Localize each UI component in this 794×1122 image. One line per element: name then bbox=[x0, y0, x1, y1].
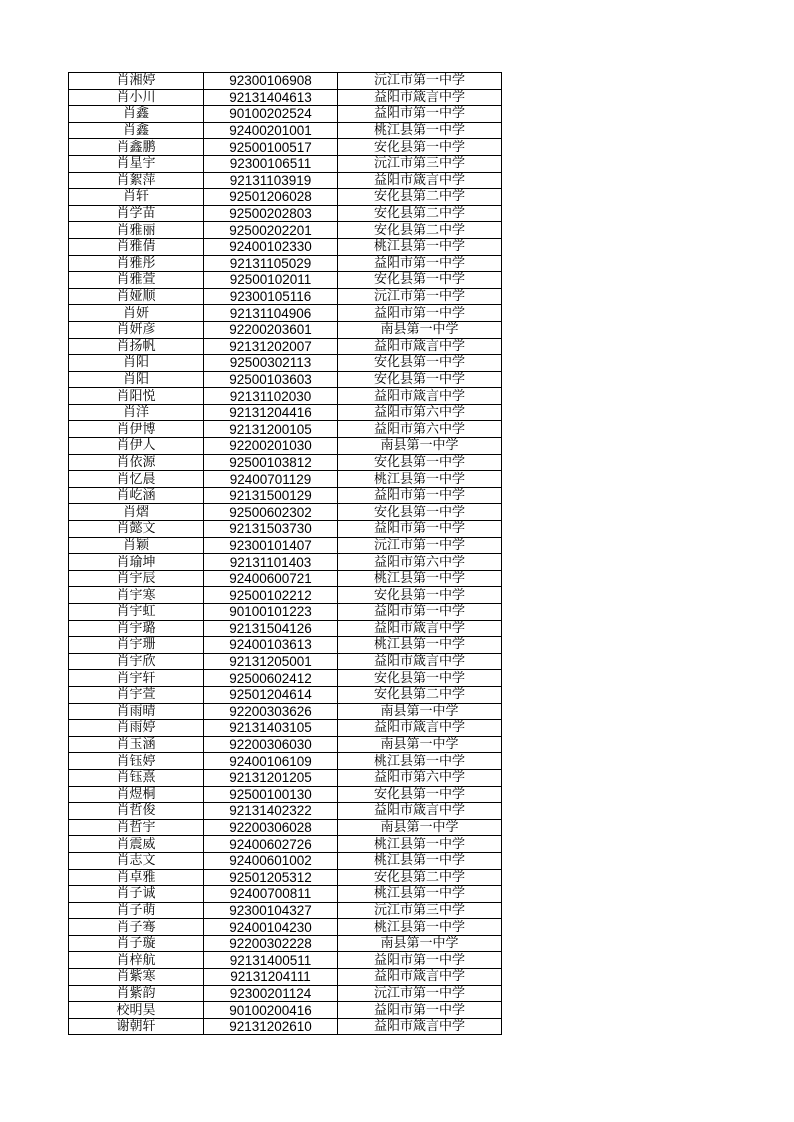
exam-number-cell: 92131403105 bbox=[204, 720, 338, 737]
student-name-cell: 肖钰婷 bbox=[69, 753, 204, 770]
school-cell: 桃江县第一中学 bbox=[338, 471, 502, 488]
student-name-cell: 肖雅彤 bbox=[69, 255, 204, 272]
exam-number-cell: 92500103603 bbox=[204, 371, 338, 388]
school-cell: 益阳市第一中学 bbox=[338, 952, 502, 969]
student-name-cell: 肖煜桐 bbox=[69, 786, 204, 803]
student-name-cell: 肖宇珊 bbox=[69, 637, 204, 654]
school-cell: 益阳市箴言中学 bbox=[338, 1018, 502, 1035]
exam-number-cell: 92131103919 bbox=[204, 172, 338, 189]
exam-number-cell: 92500102011 bbox=[204, 272, 338, 289]
school-cell: 益阳市第一中学 bbox=[338, 255, 502, 272]
student-name-cell: 肖依源 bbox=[69, 454, 204, 471]
school-cell: 益阳市第六中学 bbox=[338, 554, 502, 571]
student-name-cell: 肖震威 bbox=[69, 836, 204, 853]
school-cell: 益阳市箴言中学 bbox=[338, 89, 502, 106]
exam-number-cell: 92400201001 bbox=[204, 122, 338, 139]
school-cell: 安化县第一中学 bbox=[338, 587, 502, 604]
student-name-cell: 肖鑫 bbox=[69, 122, 204, 139]
table-row bbox=[69, 454, 502, 471]
table-row bbox=[69, 487, 502, 504]
exam-number-cell: 92500100517 bbox=[204, 139, 338, 156]
school-cell: 安化县第一中学 bbox=[338, 454, 502, 471]
table-row bbox=[69, 1002, 502, 1019]
school-cell: 安化县第一中学 bbox=[338, 504, 502, 521]
exam-number-cell: 92500202201 bbox=[204, 222, 338, 239]
school-cell: 安化县第二中学 bbox=[338, 205, 502, 222]
table-row bbox=[69, 803, 502, 820]
student-name-cell: 肖懿文 bbox=[69, 521, 204, 538]
table-row bbox=[69, 769, 502, 786]
table-row bbox=[69, 604, 502, 621]
exam-number-cell: 92501204614 bbox=[204, 686, 338, 703]
school-cell: 南县第一中学 bbox=[338, 321, 502, 338]
school-cell: 桃江县第一中学 bbox=[338, 886, 502, 903]
table-row bbox=[69, 73, 502, 90]
exam-number-cell: 90100200416 bbox=[204, 1002, 338, 1019]
school-cell: 桃江县第一中学 bbox=[338, 852, 502, 869]
exam-number-cell: 92400106109 bbox=[204, 753, 338, 770]
exam-number-cell: 92400602726 bbox=[204, 836, 338, 853]
student-name-cell: 肖宇辰 bbox=[69, 570, 204, 587]
table-row bbox=[69, 836, 502, 853]
school-cell: 益阳市箴言中学 bbox=[338, 338, 502, 355]
exam-number-cell: 92131402322 bbox=[204, 803, 338, 820]
school-cell: 益阳市箴言中学 bbox=[338, 653, 502, 670]
student-name-cell: 肖星宇 bbox=[69, 155, 204, 172]
exam-number-cell: 90100101223 bbox=[204, 604, 338, 621]
student-name-cell: 肖伊博 bbox=[69, 421, 204, 438]
student-name-cell: 肖阳 bbox=[69, 371, 204, 388]
exam-number-cell: 92200303626 bbox=[204, 703, 338, 720]
student-name-cell: 肖宇寒 bbox=[69, 587, 204, 604]
student-name-cell: 肖卓雅 bbox=[69, 869, 204, 886]
school-cell: 桃江县第一中学 bbox=[338, 753, 502, 770]
table-row bbox=[69, 504, 502, 521]
school-cell: 安化县第一中学 bbox=[338, 670, 502, 687]
student-name-cell: 肖伊人 bbox=[69, 438, 204, 455]
exam-number-cell: 92300106511 bbox=[204, 155, 338, 172]
student-name-cell: 肖扬帆 bbox=[69, 338, 204, 355]
table-row bbox=[69, 255, 502, 272]
school-cell: 南县第一中学 bbox=[338, 935, 502, 952]
student-name-cell: 肖瑜坤 bbox=[69, 554, 204, 571]
table-row bbox=[69, 670, 502, 687]
school-cell: 安化县第一中学 bbox=[338, 139, 502, 156]
school-cell: 安化县第一中学 bbox=[338, 786, 502, 803]
school-cell: 安化县第一中学 bbox=[338, 272, 502, 289]
school-cell: 安化县第二中学 bbox=[338, 686, 502, 703]
school-cell: 桃江县第一中学 bbox=[338, 570, 502, 587]
exam-number-cell: 92300101407 bbox=[204, 537, 338, 554]
exam-number-cell: 92500602412 bbox=[204, 670, 338, 687]
table-row bbox=[69, 703, 502, 720]
student-name-cell: 肖阳 bbox=[69, 355, 204, 372]
exam-number-cell: 92300105116 bbox=[204, 288, 338, 305]
table-row bbox=[69, 222, 502, 239]
student-name-cell: 肖梓航 bbox=[69, 952, 204, 969]
student-name-cell: 肖颖 bbox=[69, 537, 204, 554]
table-row bbox=[69, 172, 502, 189]
student-name-cell: 校明昊 bbox=[69, 1002, 204, 1019]
table-row bbox=[69, 338, 502, 355]
school-cell: 益阳市箴言中学 bbox=[338, 969, 502, 986]
school-cell: 安化县第二中学 bbox=[338, 869, 502, 886]
student-name-cell: 肖雅丽 bbox=[69, 222, 204, 239]
student-name-cell: 肖紫寒 bbox=[69, 969, 204, 986]
table-row bbox=[69, 570, 502, 587]
exam-number-cell: 92131105029 bbox=[204, 255, 338, 272]
student-name-cell: 肖雨婷 bbox=[69, 720, 204, 737]
exam-number-cell: 92500302113 bbox=[204, 355, 338, 372]
table-row bbox=[69, 139, 502, 156]
exam-number-cell: 92131104906 bbox=[204, 305, 338, 322]
exam-number-cell: 92131101403 bbox=[204, 554, 338, 571]
student-name-cell: 肖子璇 bbox=[69, 935, 204, 952]
exam-number-cell: 92200306030 bbox=[204, 736, 338, 753]
exam-number-cell: 92400701129 bbox=[204, 471, 338, 488]
student-name-cell: 肖宇轩 bbox=[69, 670, 204, 687]
school-cell: 安化县第二中学 bbox=[338, 189, 502, 206]
exam-number-cell: 92300106908 bbox=[204, 73, 338, 90]
school-cell: 南县第一中学 bbox=[338, 819, 502, 836]
student-name-cell: 谢朝轩 bbox=[69, 1018, 204, 1035]
exam-number-cell: 92500103812 bbox=[204, 454, 338, 471]
table-row bbox=[69, 869, 502, 886]
table-row bbox=[69, 155, 502, 172]
school-cell: 沅江市第三中学 bbox=[338, 902, 502, 919]
school-cell: 沅江市第一中学 bbox=[338, 985, 502, 1002]
exam-number-cell: 92131202007 bbox=[204, 338, 338, 355]
table-row bbox=[69, 521, 502, 538]
exam-number-cell: 92131200105 bbox=[204, 421, 338, 438]
exam-number-cell: 92400102330 bbox=[204, 238, 338, 255]
exam-number-cell: 92400700811 bbox=[204, 886, 338, 903]
school-cell: 益阳市第一中学 bbox=[338, 1002, 502, 1019]
table-row bbox=[69, 272, 502, 289]
table-row bbox=[69, 886, 502, 903]
table-row bbox=[69, 852, 502, 869]
exam-number-cell: 92200302228 bbox=[204, 935, 338, 952]
table-row bbox=[69, 985, 502, 1002]
exam-number-cell: 92200201030 bbox=[204, 438, 338, 455]
exam-number-cell: 92131404613 bbox=[204, 89, 338, 106]
school-cell: 沅江市第一中学 bbox=[338, 73, 502, 90]
table-row bbox=[69, 238, 502, 255]
table-row bbox=[69, 819, 502, 836]
table-row bbox=[69, 653, 502, 670]
school-cell: 桃江县第一中学 bbox=[338, 919, 502, 936]
table-row bbox=[69, 122, 502, 139]
student-name-cell: 肖志文 bbox=[69, 852, 204, 869]
school-cell: 益阳市箴言中学 bbox=[338, 172, 502, 189]
table-row bbox=[69, 388, 502, 405]
school-cell: 安化县第一中学 bbox=[338, 371, 502, 388]
table-row bbox=[69, 471, 502, 488]
table-row bbox=[69, 421, 502, 438]
student-name-cell: 肖玉涵 bbox=[69, 736, 204, 753]
exam-number-cell: 92200306028 bbox=[204, 819, 338, 836]
table-row bbox=[69, 919, 502, 936]
table-row bbox=[69, 321, 502, 338]
exam-number-cell: 92400104230 bbox=[204, 919, 338, 936]
student-name-cell: 肖阳悦 bbox=[69, 388, 204, 405]
exam-number-cell: 92131102030 bbox=[204, 388, 338, 405]
school-cell: 益阳市箴言中学 bbox=[338, 620, 502, 637]
student-name-cell: 肖子骞 bbox=[69, 919, 204, 936]
table-row bbox=[69, 404, 502, 421]
school-cell: 桃江县第一中学 bbox=[338, 836, 502, 853]
exam-number-cell: 92300201124 bbox=[204, 985, 338, 1002]
exam-number-cell: 92300104327 bbox=[204, 902, 338, 919]
student-name-cell: 肖学苗 bbox=[69, 205, 204, 222]
table-row bbox=[69, 720, 502, 737]
exam-number-cell: 92400103613 bbox=[204, 637, 338, 654]
exam-number-cell: 92131400511 bbox=[204, 952, 338, 969]
school-cell: 安化县第二中学 bbox=[338, 222, 502, 239]
student-name-cell: 肖紫韵 bbox=[69, 985, 204, 1002]
exam-number-cell: 92131202610 bbox=[204, 1018, 338, 1035]
school-cell: 桃江县第一中学 bbox=[338, 637, 502, 654]
student-name-cell: 肖小川 bbox=[69, 89, 204, 106]
school-cell: 安化县第一中学 bbox=[338, 355, 502, 372]
school-cell: 益阳市第六中学 bbox=[338, 769, 502, 786]
exam-number-cell: 90100202524 bbox=[204, 106, 338, 123]
student-name-cell: 肖雅倩 bbox=[69, 238, 204, 255]
table-row bbox=[69, 89, 502, 106]
table-row bbox=[69, 554, 502, 571]
table-row bbox=[69, 305, 502, 322]
table-row bbox=[69, 587, 502, 604]
student-name-cell: 肖宇欣 bbox=[69, 653, 204, 670]
exam-number-cell: 92131205001 bbox=[204, 653, 338, 670]
student-name-cell: 肖宇萱 bbox=[69, 686, 204, 703]
student-name-cell: 肖屹涵 bbox=[69, 487, 204, 504]
student-name-cell: 肖鑫 bbox=[69, 106, 204, 123]
student-name-cell: 肖子萌 bbox=[69, 902, 204, 919]
school-cell: 沅江市第一中学 bbox=[338, 537, 502, 554]
student-name-cell: 肖雨晴 bbox=[69, 703, 204, 720]
table-row bbox=[69, 1018, 502, 1035]
table-row bbox=[69, 106, 502, 123]
school-cell: 益阳市第一中学 bbox=[338, 521, 502, 538]
student-name-cell: 肖熠 bbox=[69, 504, 204, 521]
student-name-cell: 肖妍彦 bbox=[69, 321, 204, 338]
school-cell: 益阳市第一中学 bbox=[338, 487, 502, 504]
student-name-cell: 肖宇虹 bbox=[69, 604, 204, 621]
exam-number-cell: 92131503730 bbox=[204, 521, 338, 538]
school-cell: 南县第一中学 bbox=[338, 703, 502, 720]
table-row bbox=[69, 355, 502, 372]
table-row bbox=[69, 438, 502, 455]
student-name-cell: 肖宇璐 bbox=[69, 620, 204, 637]
student-name-cell: 肖鑫鹏 bbox=[69, 139, 204, 156]
student-table bbox=[68, 72, 502, 1035]
school-cell: 南县第一中学 bbox=[338, 438, 502, 455]
exam-number-cell: 92500100130 bbox=[204, 786, 338, 803]
table-row bbox=[69, 620, 502, 637]
school-cell: 益阳市第一中学 bbox=[338, 106, 502, 123]
table-row bbox=[69, 786, 502, 803]
exam-number-cell: 92500602302 bbox=[204, 504, 338, 521]
table-row bbox=[69, 686, 502, 703]
student-name-cell: 肖忆晨 bbox=[69, 471, 204, 488]
exam-number-cell: 92500102212 bbox=[204, 587, 338, 604]
table-row bbox=[69, 935, 502, 952]
student-name-cell: 肖哲俊 bbox=[69, 803, 204, 820]
table-row bbox=[69, 969, 502, 986]
school-cell: 桃江县第一中学 bbox=[338, 122, 502, 139]
exam-number-cell: 92200203601 bbox=[204, 321, 338, 338]
exam-number-cell: 92131504126 bbox=[204, 620, 338, 637]
exam-number-cell: 92400600721 bbox=[204, 570, 338, 587]
student-name-cell: 肖钰熹 bbox=[69, 769, 204, 786]
table-row bbox=[69, 288, 502, 305]
school-cell: 益阳市第一中学 bbox=[338, 604, 502, 621]
school-cell: 南县第一中学 bbox=[338, 736, 502, 753]
exam-number-cell: 92500202803 bbox=[204, 205, 338, 222]
table-row bbox=[69, 736, 502, 753]
table-row bbox=[69, 371, 502, 388]
exam-number-cell: 92501206028 bbox=[204, 189, 338, 206]
school-cell: 沅江市第一中学 bbox=[338, 288, 502, 305]
table-row bbox=[69, 753, 502, 770]
student-name-cell: 肖雅萱 bbox=[69, 272, 204, 289]
student-name-cell: 肖湘婷 bbox=[69, 73, 204, 90]
student-name-cell: 肖妍 bbox=[69, 305, 204, 322]
student-name-cell: 肖娅顺 bbox=[69, 288, 204, 305]
exam-number-cell: 92501205312 bbox=[204, 869, 338, 886]
table-row bbox=[69, 537, 502, 554]
student-name-cell: 肖洋 bbox=[69, 404, 204, 421]
school-cell: 益阳市第一中学 bbox=[338, 305, 502, 322]
student-name-cell: 肖轩 bbox=[69, 189, 204, 206]
exam-number-cell: 92131201205 bbox=[204, 769, 338, 786]
school-cell: 益阳市第六中学 bbox=[338, 421, 502, 438]
school-cell: 沅江市第三中学 bbox=[338, 155, 502, 172]
student-name-cell: 肖絮萍 bbox=[69, 172, 204, 189]
school-cell: 益阳市箴言中学 bbox=[338, 388, 502, 405]
table-row bbox=[69, 189, 502, 206]
student-name-cell: 肖子诚 bbox=[69, 886, 204, 903]
school-cell: 桃江县第一中学 bbox=[338, 238, 502, 255]
table-row bbox=[69, 205, 502, 222]
exam-number-cell: 92131204416 bbox=[204, 404, 338, 421]
table-row bbox=[69, 637, 502, 654]
school-cell: 益阳市箴言中学 bbox=[338, 720, 502, 737]
school-cell: 益阳市箴言中学 bbox=[338, 803, 502, 820]
table-row bbox=[69, 902, 502, 919]
exam-number-cell: 92131500129 bbox=[204, 487, 338, 504]
exam-number-cell: 92131204111 bbox=[204, 969, 338, 986]
student-name-cell: 肖哲宇 bbox=[69, 819, 204, 836]
student-table-body bbox=[69, 73, 502, 1035]
table-row bbox=[69, 952, 502, 969]
school-cell: 益阳市第六中学 bbox=[338, 404, 502, 421]
exam-number-cell: 92400601002 bbox=[204, 852, 338, 869]
